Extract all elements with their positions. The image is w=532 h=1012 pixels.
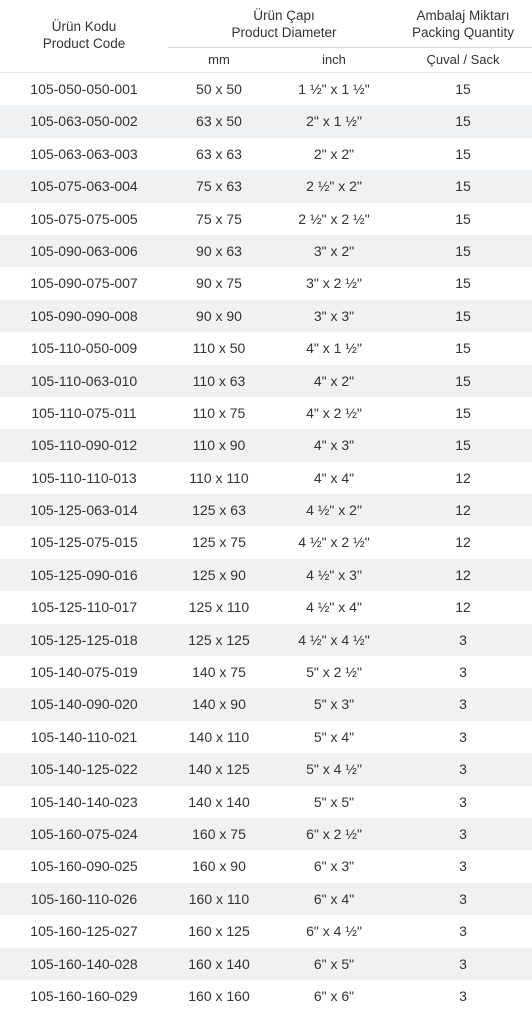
table-row [0,948,532,980]
table-row [0,850,532,882]
mm-cell: 90 x 63 [196,242,242,259]
table-row [0,786,532,818]
product-code-cell: 105-140-110-021 [30,728,138,745]
quantity-cell: 15 [455,81,471,97]
mm-cell: 125 x 90 [192,566,246,583]
inch-cell: 6" x 6" [313,987,355,1004]
quantity-cell: 3 [459,761,467,778]
mm-cell: 140 x 110 [188,728,250,745]
mm-cell: 160 x 75 [192,825,246,842]
table-row [0,721,532,753]
table-row [0,980,532,1012]
quantity-cell: 3 [459,664,467,681]
inch-cell: 4" x 3" [313,437,355,454]
inch-cell: 6" x 4" [313,890,355,907]
table-row [0,591,532,623]
product-code-cell: 105-160-160-029 [30,987,138,1004]
inch-cell: 4 ½" x 4" [306,599,362,616]
quantity-cell: 12 [455,469,471,486]
product-diameter-header-tr: Ürün Çapı [253,8,315,23]
mm-cell: 140 x 140 [188,793,250,810]
quantity-cell: 12 [455,502,471,519]
product-code-header-en: Product Code [42,36,126,51]
mm-cell: 125 x 63 [192,502,246,519]
mm-cell: 90 x 75 [196,275,242,292]
product-code-cell: 105-063-050-002 [30,113,138,130]
product-code-cell: 105-075-063-004 [30,178,138,195]
product-code-cell: 105-050-050-001 [30,81,138,97]
mm-cell: 63 x 50 [196,113,242,130]
inch-cell: 3" x 2 ½" [306,275,362,292]
quantity-cell: 12 [455,599,471,616]
product-code-cell: 105-125-090-016 [30,566,138,583]
table-row [0,559,532,591]
quantity-cell: 3 [459,825,467,842]
header-divider [168,47,532,48]
product-code-cell: 105-110-050-009 [30,340,138,357]
inch-cell: 4" x 2 ½" [306,404,362,421]
table-row [0,170,532,202]
quantity-cell: 3 [459,631,467,648]
quantity-cell: 3 [459,890,467,907]
mm-cell: 75 x 63 [196,178,242,195]
mm-cell: 110 x 63 [192,372,246,389]
quantity-cell: 3 [459,987,467,1004]
inch-cell: 6" x 2 ½" [306,825,362,842]
inch-cell: 1 ½" x 1 ½" [298,81,370,97]
mm-cell: 160 x 160 [188,987,250,1004]
inch-cell: 2 ½" x 2" [306,178,362,195]
product-code-cell: 105-140-140-023 [30,793,138,810]
quantity-cell: 3 [459,955,467,972]
inch-subheader: inch [322,52,346,67]
table-row [0,365,532,397]
product-code-cell: 105-090-063-006 [30,242,138,259]
quantity-cell: 3 [459,696,467,713]
quantity-cell: 12 [455,534,471,551]
table-body [0,73,532,1012]
product-diameter-header [168,7,400,41]
product-code-cell: 105-140-075-019 [30,664,138,681]
product-code-cell: 105-140-125-022 [30,761,138,778]
table-row [0,332,532,364]
table-row [0,883,532,915]
quantity-cell: 15 [455,210,471,227]
product-code-cell: 105-075-075-005 [30,210,138,227]
table-row [0,688,532,720]
product-code-cell: 105-110-110-013 [31,469,137,486]
mm-cell: 110 x 75 [192,404,246,421]
table-row [0,267,532,299]
product-code-cell: 105-063-063-003 [30,145,138,162]
table-row [0,138,532,170]
quantity-cell: 15 [455,275,471,292]
product-code-cell: 105-125-125-018 [30,631,138,648]
quantity-cell: 15 [455,113,471,130]
table-row [0,494,532,526]
product-code-header [0,18,168,52]
inch-cell: 4" x 4" [313,469,355,486]
product-code-cell: 105-160-125-027 [30,923,138,940]
table-row [0,397,532,429]
product-code-cell: 105-090-075-007 [30,275,138,292]
product-code-cell: 105-160-090-025 [30,858,138,875]
mm-cell: 75 x 75 [196,210,242,227]
quantity-cell: 15 [455,178,471,195]
mm-cell: 160 x 90 [192,858,246,875]
quantity-cell: 15 [455,242,471,259]
inch-cell: 6" x 3" [313,858,355,875]
mm-cell: 125 x 110 [188,599,250,616]
mm-cell: 110 x 110 [189,469,249,486]
product-code-cell: 105-125-063-014 [30,502,138,519]
table-row [0,462,532,494]
inch-cell: 5" x 5" [313,793,355,810]
inch-cell: 6" x 4 ½" [306,923,362,940]
mm-cell: 140 x 75 [192,664,246,681]
product-code-header-tr: Ürün Kodu [51,19,117,34]
inch-cell: 5" x 4" [313,728,355,745]
table-row [0,105,532,137]
quantity-cell: 15 [455,437,471,454]
mm-cell: 90 x 90 [196,307,242,324]
inch-cell: 5" x 3" [313,696,355,713]
mm-cell: 160 x 140 [188,955,250,972]
mm-cell: 140 x 125 [188,761,250,778]
mm-cell: 160 x 110 [188,890,250,907]
inch-cell: 4 ½" x 4 ½" [298,631,370,648]
table-row [0,300,532,332]
inch-cell: 3" x 2" [313,242,355,259]
mm-cell: 50 x 50 [196,81,242,97]
quantity-cell: 15 [455,340,471,357]
product-code-cell: 105-110-090-012 [30,437,138,454]
inch-cell: 2" x 1 ½" [306,113,362,130]
product-code-cell: 105-125-075-015 [30,534,138,551]
mm-cell: 63 x 63 [196,145,242,162]
table-row [0,624,532,656]
mm-cell: 160 x 125 [188,923,250,940]
inch-cell: 3" x 3" [313,307,355,324]
table-row [0,526,532,558]
table-row [0,915,532,947]
inch-cell: 2 ½" x 2 ½" [298,210,370,227]
inch-cell: 4" x 2" [313,372,355,389]
quantity-cell: 15 [455,372,471,389]
product-code-cell: 105-125-110-017 [30,599,138,616]
quantity-cell: 3 [459,728,467,745]
product-diameter-header-en: Product Diameter [231,25,337,40]
packing-quantity-header [394,7,532,41]
table-row [0,203,532,235]
packing-quantity-header-tr: Ambalaj Miktarı [416,8,510,23]
quantity-cell: 3 [459,858,467,875]
mm-cell: 125 x 75 [192,534,246,551]
product-code-cell: 105-090-090-008 [30,307,138,324]
packing-quantity-header-en: Packing Quantity [411,25,515,40]
inch-cell: 4 ½" x 3" [306,566,362,583]
mm-cell: 125 x 125 [188,631,250,648]
inch-cell: 4 ½" x 2 ½" [298,534,370,551]
product-code-cell: 105-110-075-011 [31,404,137,421]
product-code-cell: 105-140-090-020 [30,696,138,713]
quantity-cell: 15 [455,307,471,324]
table-row [0,429,532,461]
mm-subheader: mm [208,52,230,67]
mm-cell: 110 x 90 [192,437,246,454]
table-header [0,0,532,73]
quantity-cell: 12 [455,566,471,583]
table-row [0,656,532,688]
sack-subheader: Çuval / Sack [426,52,500,67]
mm-cell: 140 x 90 [192,696,246,713]
table-row [0,753,532,785]
inch-cell: 6" x 5" [313,955,355,972]
product-code-cell: 105-160-140-028 [30,955,138,972]
table-row [0,235,532,267]
mm-cell: 110 x 50 [192,340,246,357]
product-code-cell: 105-160-075-024 [30,825,138,842]
table-row [0,818,532,850]
quantity-cell: 3 [459,793,467,810]
inch-cell: 5" x 4 ½" [306,761,362,778]
inch-cell: 4 ½" x 2" [306,502,362,519]
inch-cell: 2" x 2" [313,145,355,162]
inch-cell: 4" x 1 ½" [306,340,362,357]
product-code-cell: 105-160-110-026 [30,890,138,907]
product-code-cell: 105-110-063-010 [30,372,138,389]
quantity-cell: 15 [455,145,471,162]
table-row [0,73,532,105]
quantity-cell: 3 [459,923,467,940]
inch-cell: 5" x 2 ½" [306,664,362,681]
quantity-cell: 15 [455,404,471,421]
